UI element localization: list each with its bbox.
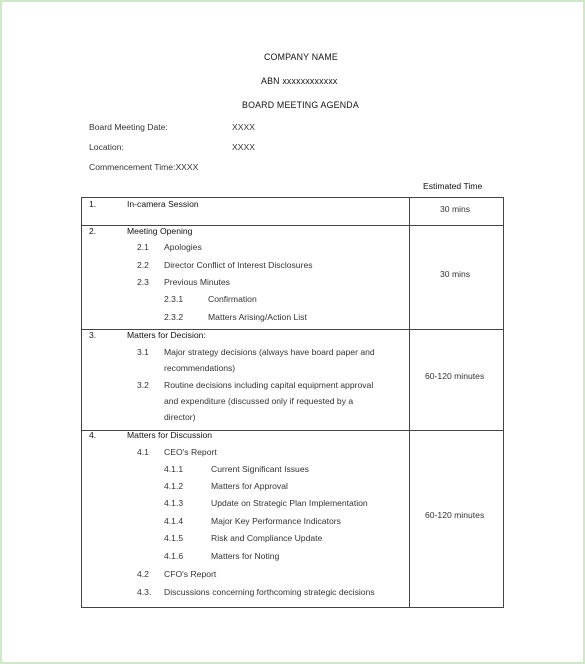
agenda-subitem-text: Matters for Noting bbox=[211, 551, 280, 561]
location-value: XXXX bbox=[232, 142, 255, 152]
agenda-item-text: Apologies bbox=[164, 242, 202, 252]
section-title: In-camera Session bbox=[127, 199, 199, 209]
agenda-subitem-number: 4.1.1 bbox=[164, 464, 184, 474]
agenda-item-number: 4.1 bbox=[137, 447, 149, 457]
agenda-item-text: Routine decisions including capital equipment approval bbox=[164, 380, 374, 390]
agenda-item-text: CEO's Report bbox=[164, 447, 217, 457]
section-time: 30 mins bbox=[440, 269, 471, 279]
agenda-subitem-number: 2.3.2 bbox=[164, 312, 184, 322]
agenda-item-text: director) bbox=[164, 412, 196, 422]
section-time: 60-120 minutes bbox=[425, 510, 485, 520]
section-number: 4. bbox=[89, 430, 97, 440]
estimated-time-header: Estimated Time bbox=[423, 181, 483, 191]
agenda-subitem-text: Matters Arising/Action List bbox=[208, 312, 307, 322]
column-divider bbox=[409, 198, 410, 607]
section-time: 30 mins bbox=[440, 204, 471, 214]
agenda-item-number: 3.1 bbox=[137, 347, 149, 357]
agenda-subitem-text: Confirmation bbox=[208, 294, 257, 304]
agenda-title: BOARD MEETING AGENDA bbox=[242, 100, 359, 110]
agenda-item-number: 4.3. bbox=[137, 587, 152, 597]
agenda-item-text: Discussions concerning forthcoming strategic decisions bbox=[164, 587, 375, 597]
section-title: Matters for Decision: bbox=[127, 330, 206, 340]
agenda-subitem-text: Major Key Performance Indicators bbox=[211, 516, 341, 526]
section-title: Meeting Opening bbox=[127, 226, 193, 236]
agenda-subitem-number: 4.1.4 bbox=[164, 516, 184, 526]
agenda-subitem-number: 2.3.1 bbox=[164, 294, 184, 304]
company-name: COMPANY NAME bbox=[264, 52, 338, 62]
section-number: 1. bbox=[89, 199, 97, 209]
agenda-item-text: recommendations) bbox=[164, 363, 236, 373]
agenda-subitem-text: Update on Strategic Plan Implementation bbox=[211, 498, 368, 508]
agenda-item-number: 2.3 bbox=[137, 277, 149, 287]
abn: ABN xxxxxxxxxxxx bbox=[261, 76, 338, 86]
meeting-date-value: XXXX bbox=[232, 122, 255, 132]
agenda-item-number: 2.2 bbox=[137, 260, 149, 270]
agenda-subitem-text: Risk and Compliance Update bbox=[211, 533, 323, 543]
section-time: 60-120 minutes bbox=[425, 371, 485, 381]
section-number: 2. bbox=[89, 226, 97, 236]
agenda-item-text: CFO's Report bbox=[164, 569, 217, 579]
agenda-subitem-number: 4.1.3 bbox=[164, 498, 184, 508]
agenda-item-number: 2.1 bbox=[137, 242, 149, 252]
section-title: Matters for Discussion bbox=[127, 430, 213, 440]
agenda-subitem-number: 4.1.6 bbox=[164, 551, 184, 561]
agenda-item-text: Director Conflict of Interest Disclosures bbox=[164, 260, 313, 270]
location-label: Location: bbox=[89, 142, 124, 152]
agenda-subitem-number: 4.1.5 bbox=[164, 533, 184, 543]
meeting-date-label: Board Meeting Date: bbox=[89, 122, 168, 132]
agenda-item-number: 3.2 bbox=[137, 380, 149, 390]
agenda-subitem-text: Current Significant Issues bbox=[211, 464, 309, 474]
agenda-item-text: and expenditure (discussed only if requested by a bbox=[164, 396, 354, 406]
agenda-subitem-number: 4.1.2 bbox=[164, 481, 184, 491]
agenda-item-text: Previous Minutes bbox=[164, 277, 230, 287]
agenda-item-text: Major strategy decisions (always have board paper and bbox=[164, 347, 375, 357]
section-number: 3. bbox=[89, 330, 97, 340]
agenda-item-number: 4.2 bbox=[137, 569, 149, 579]
commencement-time: Commencement Time:XXXX bbox=[89, 162, 199, 172]
agenda-subitem-text: Matters for Approval bbox=[211, 481, 288, 491]
